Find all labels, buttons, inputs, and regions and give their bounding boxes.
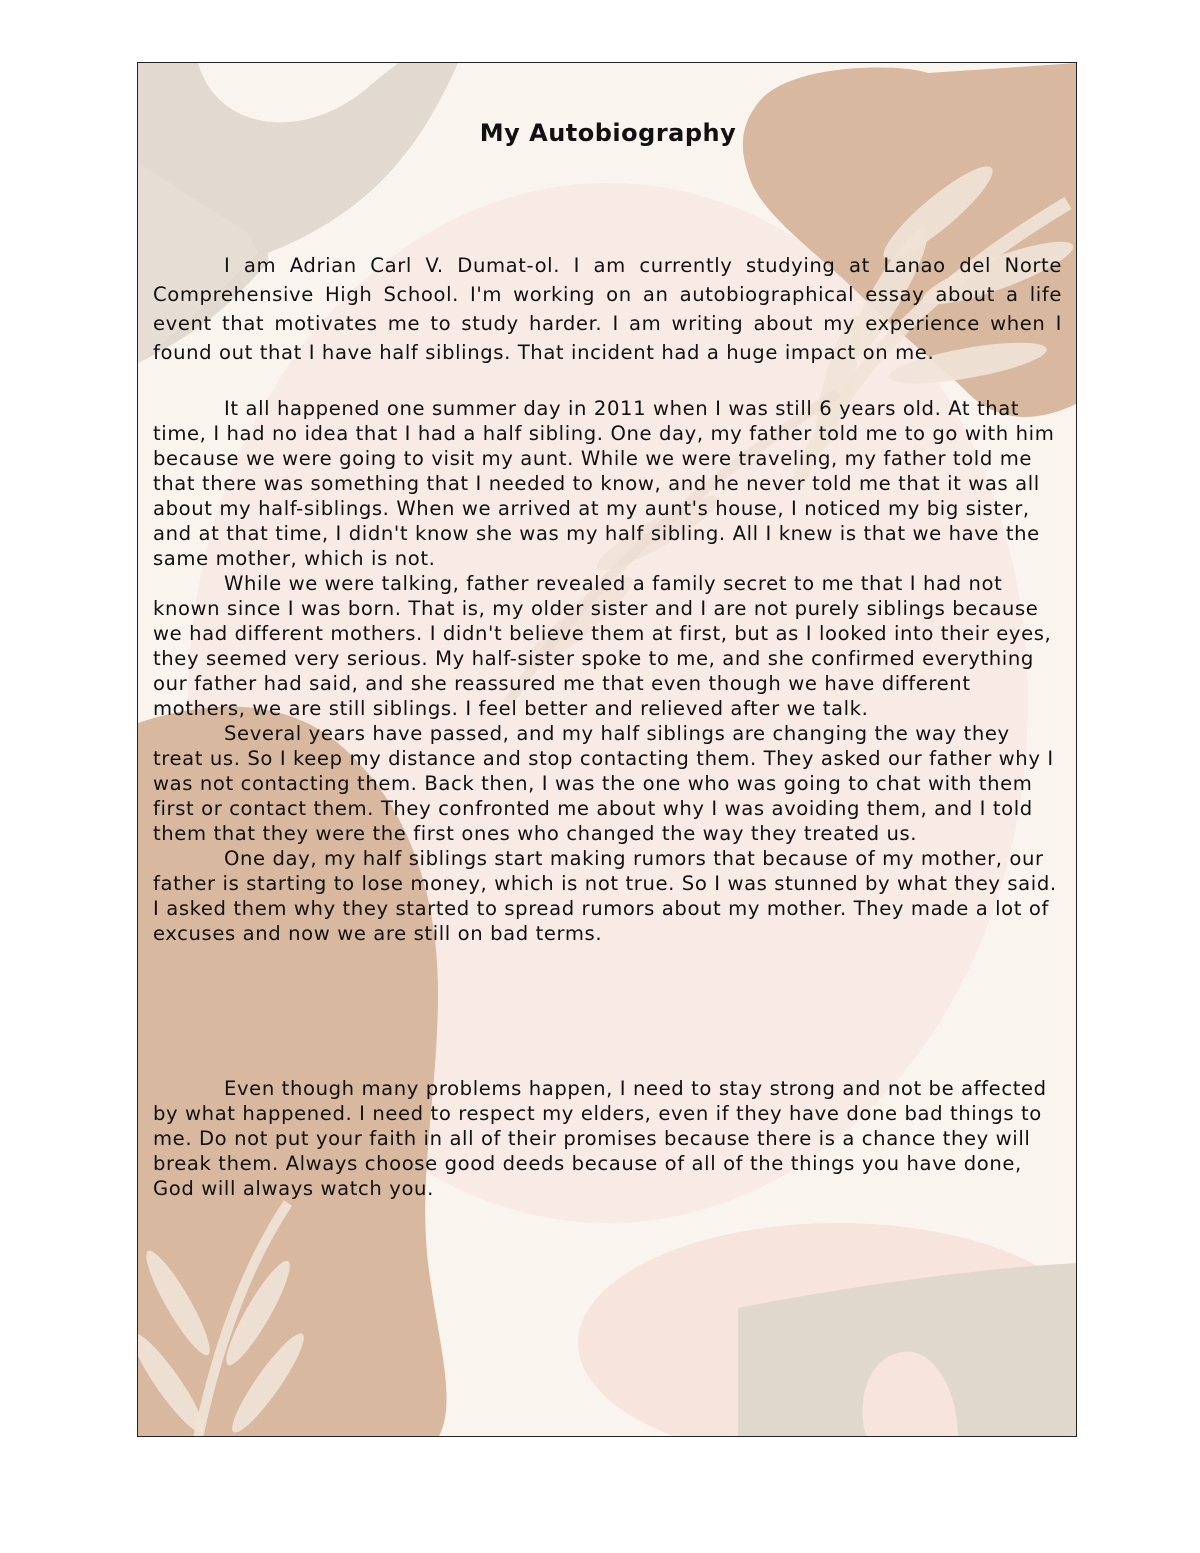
- paragraph-5: One day, my half siblings start making rumors that because of my mother, our father is starting to lose money, which is not true. So I was stunned by what they said. I asked them why they started to spread rumors about my mother. They made a lot of excuses and now we are still on bad terms.: [153, 847, 1057, 945]
- paragraph-4: Several years have passed, and my half siblings are changing the way they treat us. So I keep my distance and stop contacting them. They asked our father why I was not contacting them. Back then, I was the one who was going to chat with them first or contact them. They confronted me about why I was avoiding them, and I told them that they were the first ones who changed the way they treated us.: [153, 722, 1054, 845]
- intro-paragraph-block: [153, 251, 1062, 367]
- paragraph-1: I am Adrian Carl V. Dumat-ol. I am currently studying at Lanao del Norte Comprehensive High School. I'm working on an autobiographical essay about a life event that motivates me to study harder. I am writing about my experience when I found out that I have half siblings. That incident had a huge impact on me.: [153, 254, 1062, 364]
- paragraph-2: It all happened one summer day in 2011 when I was still 6 years old. At that time, I had no idea that I had a half sibling. One day, my father told me to go with him because we were going to visit my aunt. While we were traveling, my father told me that there was something that I needed to know, and he never told me that it was all about my half-siblings. When we arrived at my aunt's house, I noticed my big sister, and at that time, I didn't know she was my half sibling. All I knew is that we have the same mother, which is not.: [153, 397, 1055, 570]
- paragraph-3: While we were talking, father revealed a family secret to me that I had not known since I was born. That is, my older sister and I are not purely siblings because we had different mothers. I didn't believe them at first, but as I looked into their eyes, they seemed very serious. My half-sister spoke to me, and she confirmed everything our father had said, and she reassured me that even though we have different mothers, we are still siblings. I feel better and relieved after we talk.: [153, 572, 1052, 720]
- document-content: [138, 63, 1077, 1437]
- document-title: My Autobiography: [479, 119, 737, 147]
- closing-paragraph-block: [153, 1076, 1062, 1201]
- paragraph-6: Even though many problems happen, I need to stay strong and not be affected by what happened. I need to respect my elders, even if they have done bad things to me. Do not put your faith in all of their promises because there is a chance they will break them. Always choose good deeds because of all of the things you have done, God will always watch you.: [153, 1077, 1047, 1200]
- document-page: [137, 62, 1077, 1437]
- body-paragraph-block: [153, 396, 1062, 946]
